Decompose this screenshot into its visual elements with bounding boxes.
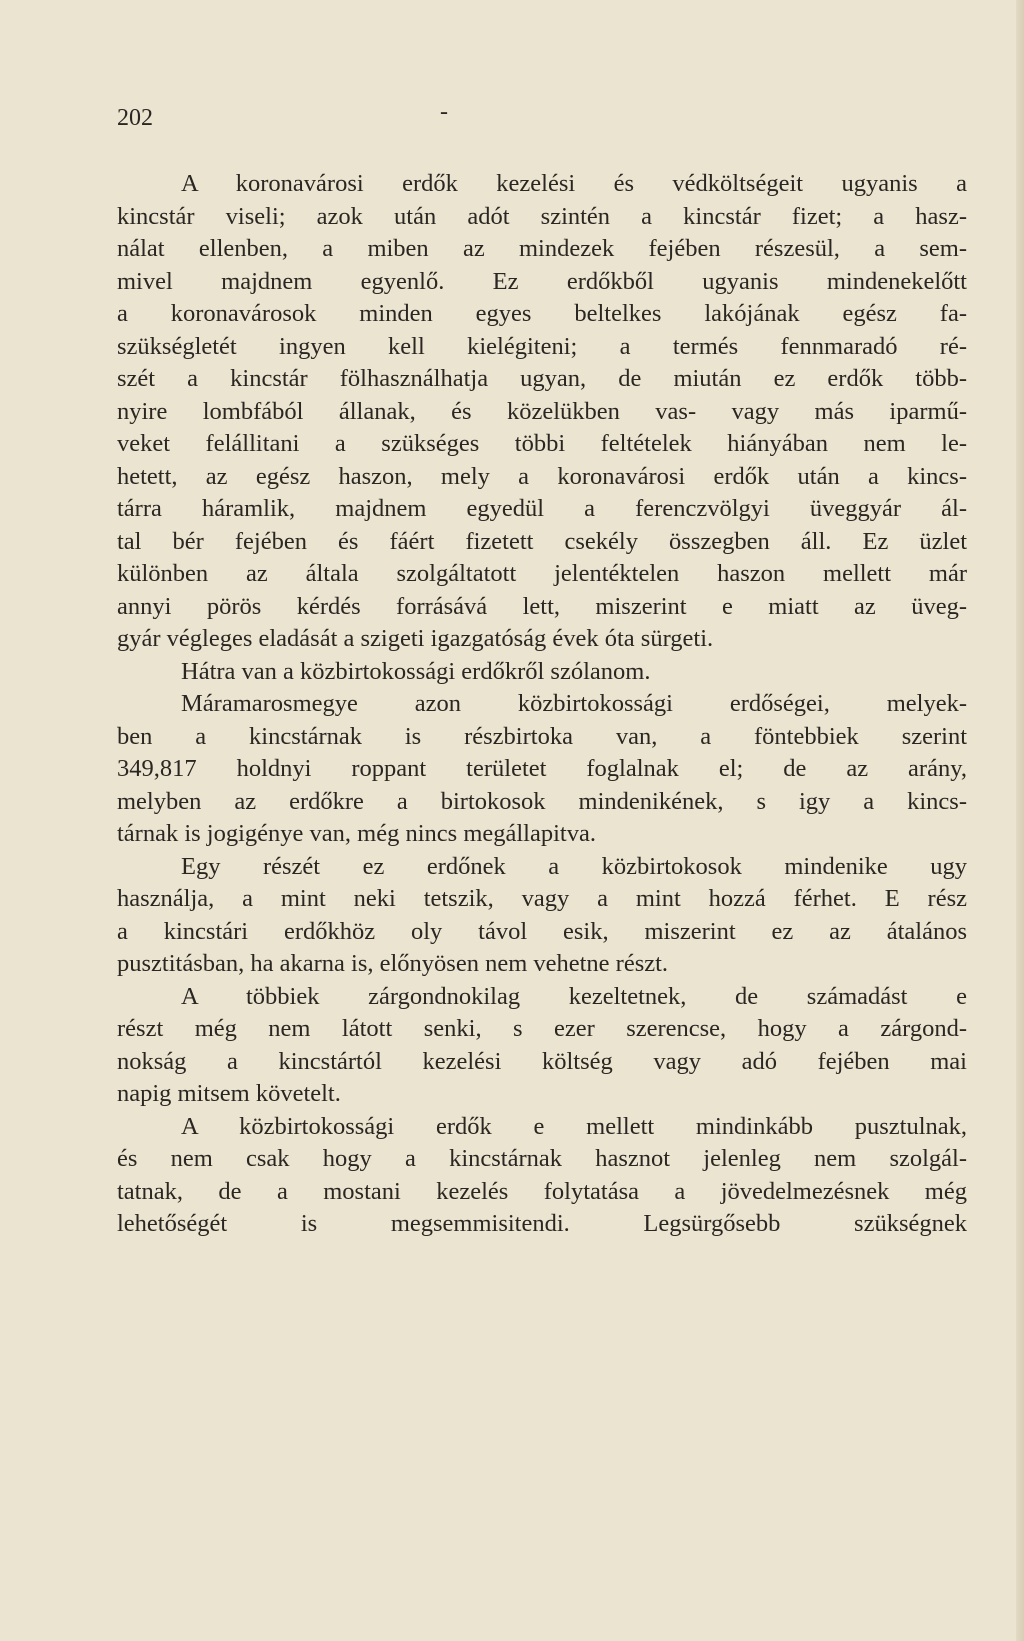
text-line: kincstár viseli; azok után adót szintén a kincstár fizet; a hasz-: [117, 202, 967, 230]
text-line: gyár végleges eladását a szigeti igazgatóság évek óta sürgeti.: [117, 625, 714, 652]
text-line: pusztitásban, ha akarna is, előnyösen nem vehetne részt.: [117, 950, 669, 977]
text-line: a kincstári erdőkhöz oly távol esik, miszerint ez az átalános: [117, 917, 967, 945]
text-line: tárnak is jogigénye van, még nincs megállapitva.: [117, 820, 596, 847]
text-line: különben az általa szolgáltatott jelentéktelen haszon mellett már: [117, 560, 967, 587]
text-line: használja, a mint neki tetszik, vagy a mint hozzá férhet. E rész: [117, 885, 967, 912]
text-line: A közbirtokossági erdők e mellett mindinkább pusztulnak,: [181, 1112, 967, 1140]
text-line: napig mitsem követelt.: [117, 1080, 341, 1107]
text-line: 349,817 holdnyi roppant területet foglalnak el; de az arány,: [117, 755, 967, 782]
body-text: [117, 168, 967, 1241]
text-line: tárra háramlik, majdnem egyedül a ferenczvölgyi üveggyár ál-: [117, 495, 967, 522]
text-line: és nem csak hogy a kincstárnak hasznot jelenleg nem szolgál-: [117, 1145, 967, 1172]
page-number: 202: [117, 105, 153, 131]
text-line: melyben az erdőkre a birtokosok mindenikének, s igy a kincs-: [117, 787, 967, 815]
text-line: a koronavárosok minden egyes beltelkes lakójának egész fa-: [117, 300, 967, 327]
text-line: A koronavárosi erdők kezelési és védköltségeit ugyanis a: [181, 170, 967, 197]
text-line: Hátra van a közbirtokossági erdőkről szólanom.: [181, 657, 651, 685]
header-mark: -: [440, 99, 448, 125]
text-line: tatnak, de a mostani kezelés folytatása a jövedelmezésnek még: [117, 1177, 967, 1205]
text-line: nyire lombfából állanak, és közelükben vas- vagy más iparmű-: [117, 397, 967, 425]
text-line: annyi pörös kérdés forrásává lett, miszerint e miatt az üveg-: [117, 592, 967, 620]
text-line: lehetőségét is megsemmisitendi. Legsürgősebb szükségnek: [117, 1210, 967, 1237]
text-line: veket felállitani a szükséges többi feltételek hiányában nem le-: [117, 430, 967, 457]
text-line: A többiek zárgondnokilag kezeltetnek, de számadást e: [181, 982, 967, 1010]
text-line: részt még nem látott senki, s ezer szerencse, hogy a zárgond-: [117, 1015, 967, 1042]
text-line: szét a kincstár fölhasználhatja ugyan, de miután ez erdők több-: [117, 365, 967, 392]
text-line: nokság a kincstártól kezelési költség vagy adó fejében mai: [117, 1047, 967, 1075]
text-line: szükségletét ingyen kell kielégiteni; a termés fennmaradó ré-: [117, 332, 967, 360]
text-line: Máramarosmegye azon közbirtokossági erdőségei, melyek-: [181, 690, 967, 717]
text-line: hetett, az egész haszon, mely a koronavárosi erdők után a kincs-: [117, 462, 967, 490]
text-line: Egy részét ez erdőnek a közbirtokosok mindenike ugy: [181, 852, 967, 880]
page-edge: [1016, 0, 1024, 1641]
text-line: mivel majdnem egyenlő. Ez erdőkből ugyanis mindenekelőtt: [117, 267, 967, 295]
text-line: ben a kincstárnak is részbirtoka van, a föntebbiek szerint: [117, 722, 967, 750]
text-line: tal bér fejében és fáért fizetett csekély összegben áll. Ez üzlet: [117, 527, 967, 555]
text-line: nálat ellenben, a miben az mindezek fejében részesül, a sem-: [117, 235, 967, 262]
